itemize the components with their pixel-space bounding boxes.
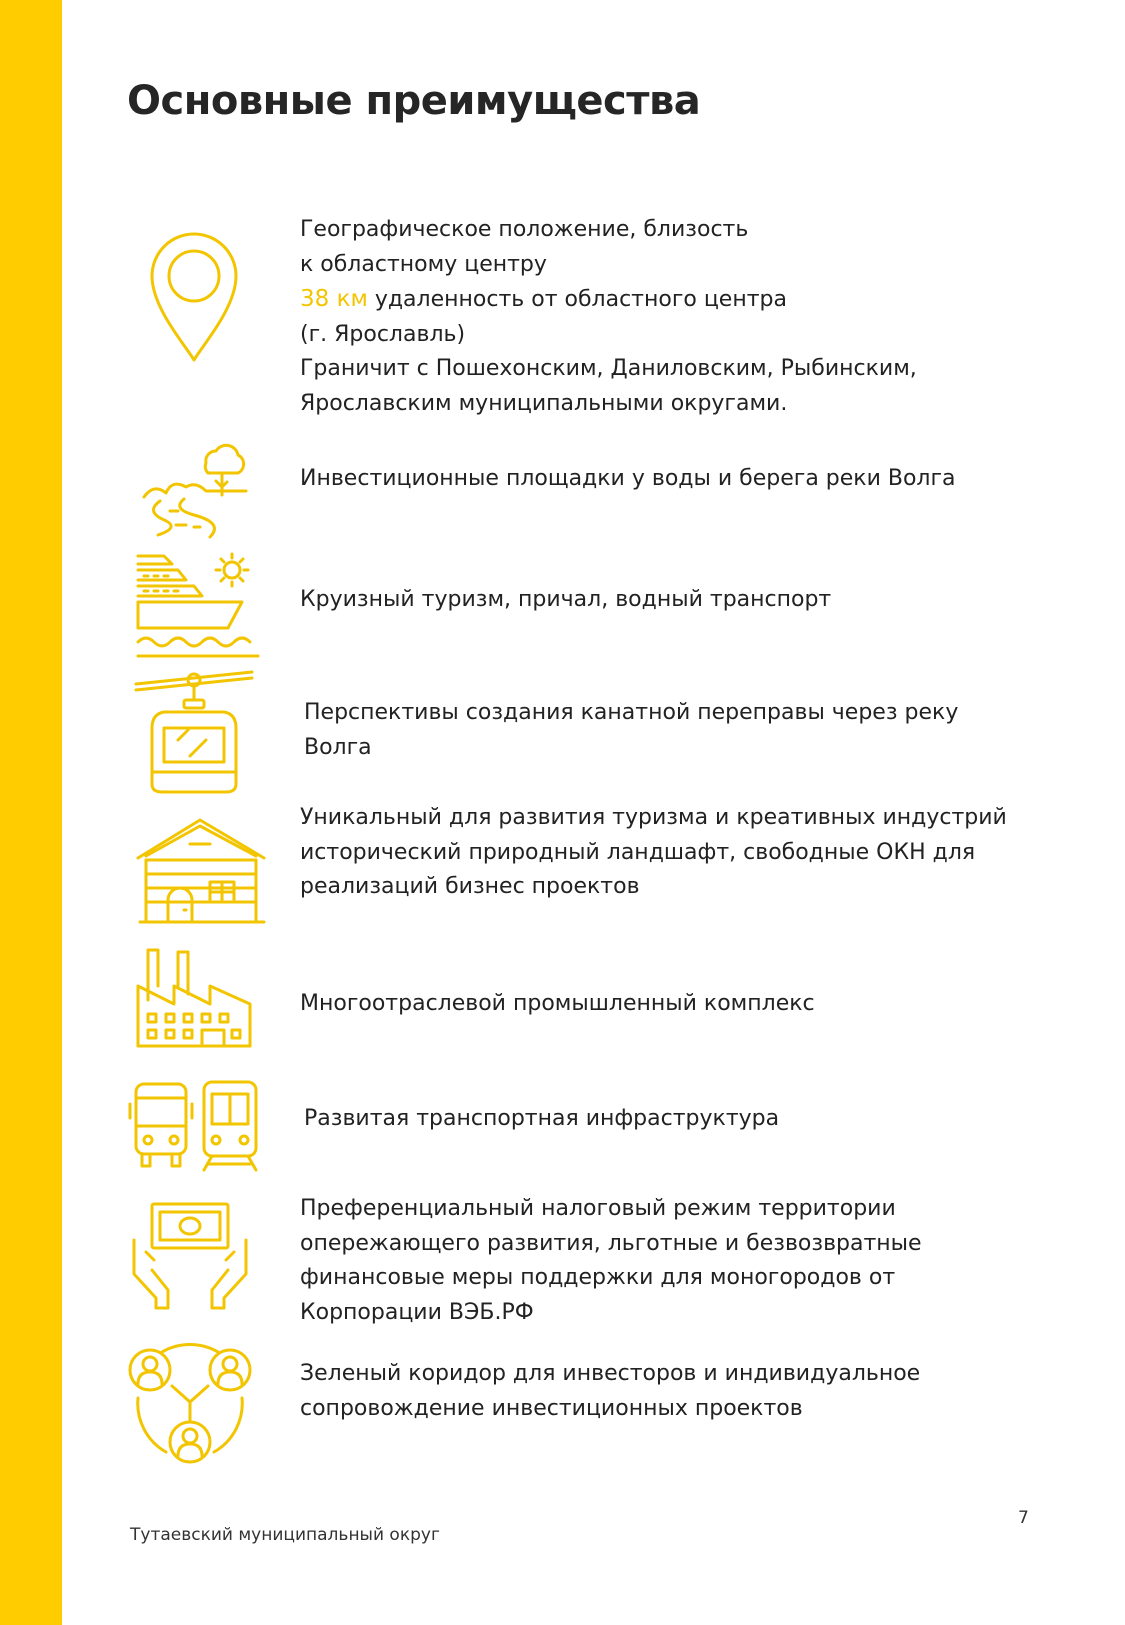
page-title: Основные преимущества <box>127 78 701 124</box>
advantage-text-6: Многоотраслевой промышленный комплекс <box>300 991 815 1016</box>
distance-highlight: 38 км <box>300 286 368 312</box>
footer-text: Тутаевский муниципальный округ <box>130 1525 440 1545</box>
advantage-text-2: Инвестиционные площадки у воды и берега реки Волга <box>300 466 956 491</box>
river-landscape-icon <box>140 437 252 537</box>
advantage-text-7: Развитая транспортная инфраструктура <box>304 1106 780 1131</box>
location-pin-icon <box>148 228 240 364</box>
factory-icon <box>136 946 252 1048</box>
advantage-text-9: Зеленый коридор для инвесторов и индивидуальное сопровождение инвестиционных проектов <box>300 1361 921 1421</box>
advantage-text-1: Географическое положение, близость к областному центру 38 км удаленность от областного центра (г. Ярославль) Граничит с Пошехонским, Даниловским, Рыбинским, Ярославским муниципальными округами. <box>300 217 917 416</box>
log-house-icon <box>136 816 266 926</box>
advantage-text-3: Круизный туризм, причал, водный транспорт <box>300 587 832 612</box>
advantage-text-8: Преференциальный налоговый режим территории опережающего развития, льготные и безвозвратные финансовые меры поддержки для моногородов от Корпорации ВЭБ.РФ <box>300 1196 922 1325</box>
people-network-icon <box>128 1344 252 1468</box>
cable-car-icon <box>134 668 254 796</box>
side-accent-bar <box>0 0 62 1625</box>
money-hands-icon <box>130 1200 250 1310</box>
page-number: 7 <box>1018 1508 1029 1528</box>
bus-train-icon <box>128 1080 262 1174</box>
cruise-ship-icon <box>134 552 258 662</box>
advantage-text-4: Перспективы создания канатной переправы через реку Волга <box>304 700 959 760</box>
advantage-text-5: Уникальный для развития туризма и креативных индустрий исторический природный ландшафт, свободные ОКН для реализаций бизнес проектов <box>300 805 1007 899</box>
